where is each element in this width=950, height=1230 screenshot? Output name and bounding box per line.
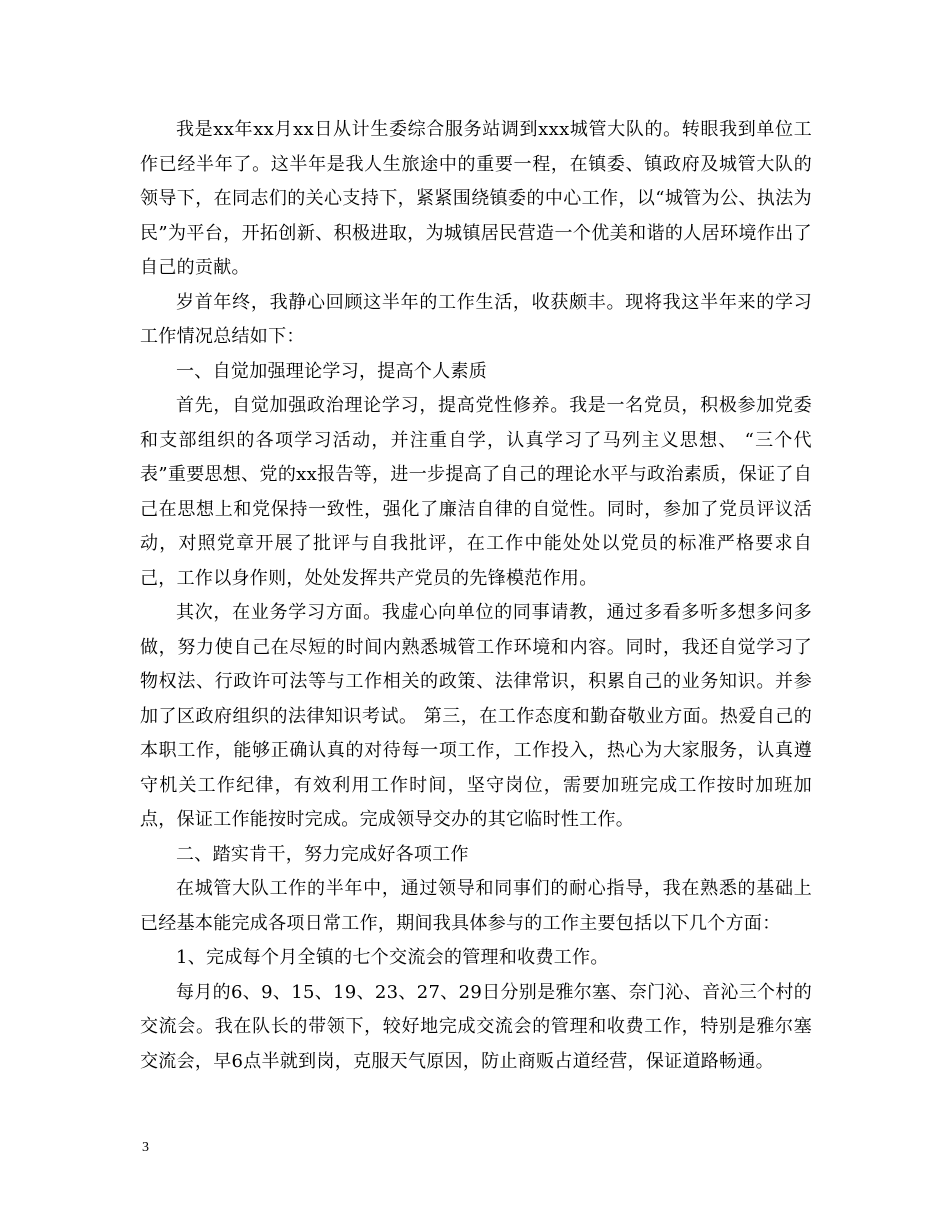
document-body	[140, 113, 812, 1079]
paragraph-market-management: 每月的6、9、15、19、23、27、29日分别是雅尔塞、奈门沁、音沁三个村的交流会。我在队长的带领下，较好地完成交流会的管理和收费工作，特别是雅尔塞交流会，早6点半就到岗，克服天气原因，防止商贩占道经营，保证道路畅通。	[140, 981, 812, 1072]
paragraph-political-study: 首先，自觉加强政治理论学习，提高党性修养。我是一名党员，积极参加党委和支部组织的各项学习活动，并注重自学，认真学习了马列主义思想、 “三个代表”重要思想、党的xx报告等，进一步提高了自己的理论水平与政治素质，保证了自己在思想上和党保持一致性，强化了廉洁自律的自觉性。同时，参加了党员评议活动，对照党章开展了批评与自我批评，在工作中能处处以党员的标准严格要求自己，工作以身作则，处处发挥共产党员的先锋模范作用。	[140, 395, 812, 589]
paragraph-review: 岁首年终，我静心回顾这半年的工作生活，收获颇丰。现将我这半年来的学习工作情况总结如下：	[140, 291, 812, 347]
section-heading-2: 二、踏实肯干，努力完成好各项工作	[176, 843, 469, 865]
paragraph-intro: 我是xx年xx月xx日从计生委综合服务站调到xxx城管大队的。转眼我到单位工作已经半年了。这半年是我人生旅途中的重要一程，在镇委、镇政府及城管大队的领导下，在同志们的关心支持下，紧紧围绕镇委的中心工作，以“城管为公、执法为民”为平台，开拓创新、积极进取，为城镇居民营造一个优美和谐的人居环境作出了自己的贡献。	[140, 119, 812, 278]
section-heading-1: 一、自觉加强理论学习，提高个人素质	[176, 360, 488, 382]
list-item-1: 1、完成每个月全镇的七个交流会的管理和收费工作。	[176, 947, 609, 968]
paragraph-work-overview: 在城管大队工作的半年中，通过领导和同事们的耐心指导，我在熟悉的基础上已经基本能完成各项日常工作，期间我具体参与的工作主要包括以下几个方面：	[140, 878, 812, 934]
paragraph-business-study: 其次，在业务学习方面。我虚心向单位的同事请教，通过多看多听多想多问多做，努力使自己在尽短的时间内熟悉城管工作环境和内容。同时，我还自觉学习了物权法、行政许可法等与工作相关的政策、法律常识，积累自己的业务知识。并参加了区政府组织的法律知识考试。 第三，在工作态度和勤奋敬业方面。热爱自己的本职工作，能够正确认真的对待每一项工作，工作投入，热心为大家服务，认真遵守机关工作纪律，有效利用工作时间，坚守岗位，需要加班完成工作按时加班加点，保证工作能按时完成。完成领导交办的其它临时性工作。	[140, 602, 812, 830]
page-number: 3	[142, 1140, 149, 1155]
